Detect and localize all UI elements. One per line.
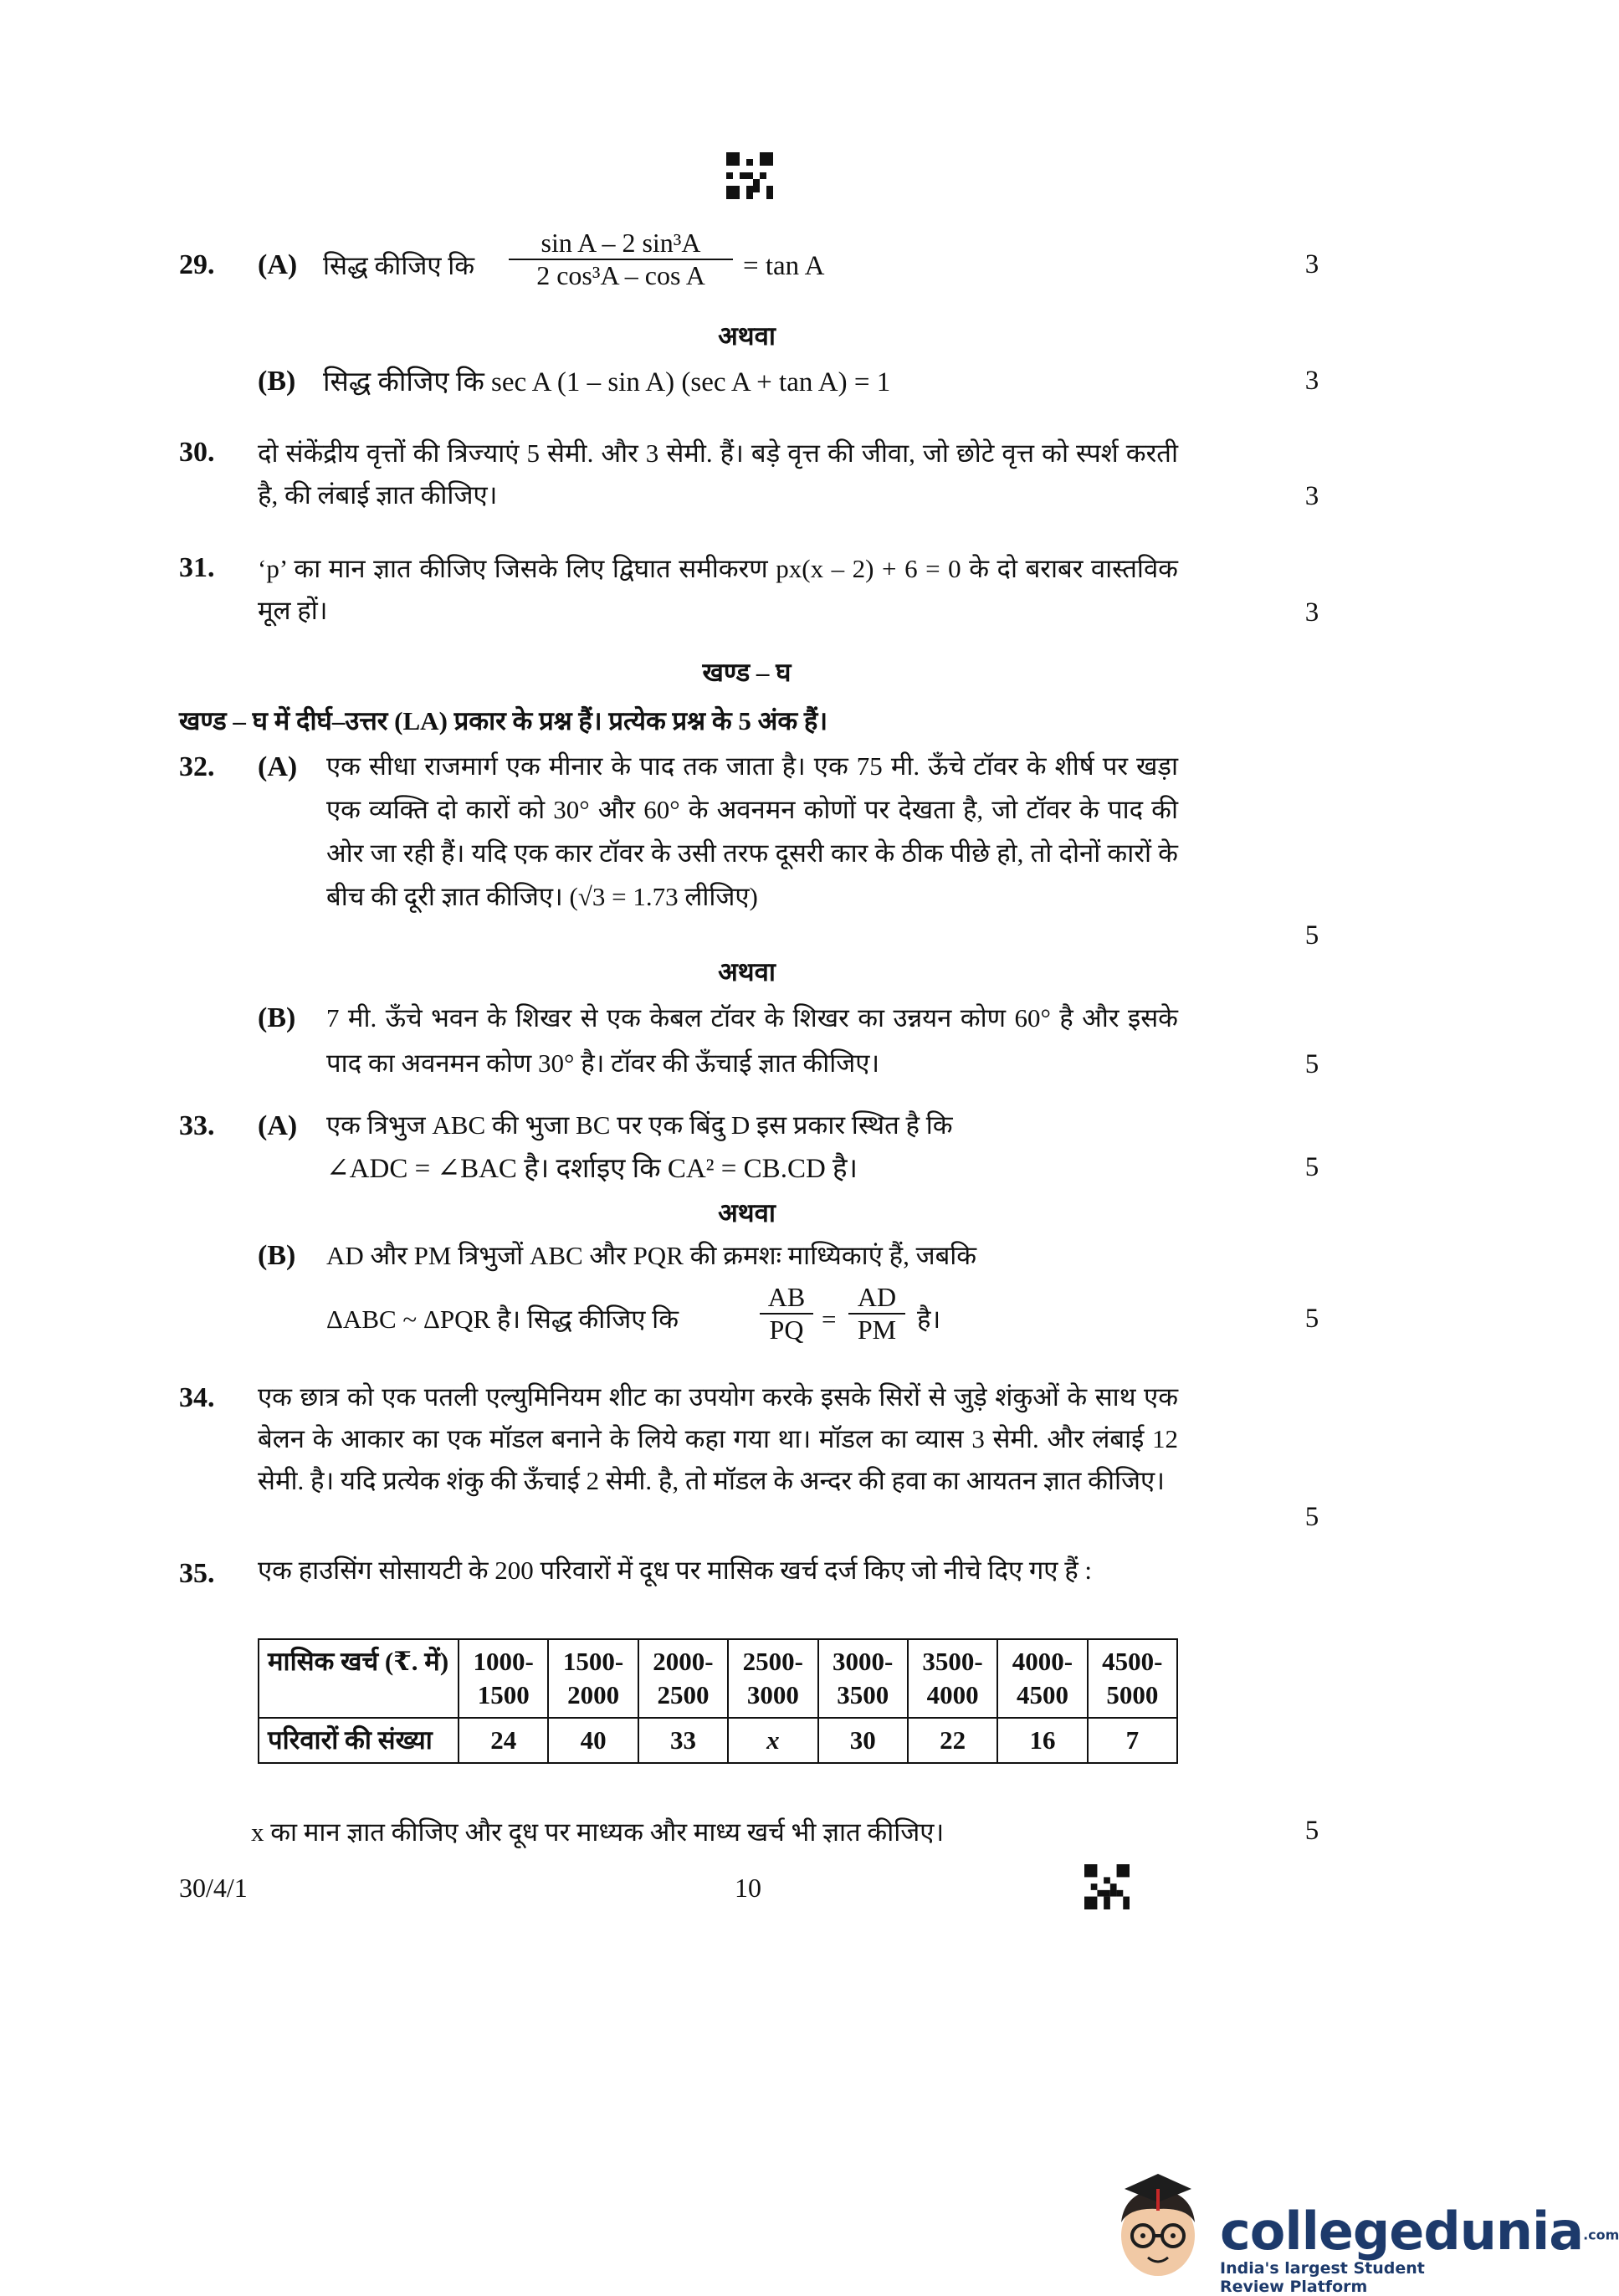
fraction bbox=[760, 1282, 813, 1345]
question-text: x का मान ज्ञात कीजिए और दूध पर माध्यक और माध्य खर्च भी ज्ञात कीजिए। bbox=[251, 1817, 945, 1847]
mascot-logo-icon bbox=[1106, 2164, 1210, 2278]
question-number: 31. bbox=[179, 552, 215, 583]
table-cell: 4000-4500 bbox=[997, 1639, 1087, 1718]
question-text: एक सीधा राजमार्ग एक मीनार के पाद तक जाता है। एक 75 मी. ऊँचे टॉवर के शीर्ष पर खड़ा एक व्यक्ति दो कारों को 30° और 60° के अवनमन कोणों पर देखता है, जो टॉवर के पाद की ओर जा रही हैं। यदि एक कार टॉवर के उसी तरफ दूसरी कार के ठीक पीछे हो, तो दोनों कारों के बीच की दूरी ज्ञात कीजिए। (√3 = 1.73 लीजिए) bbox=[326, 751, 1178, 911]
table-cell: 33 bbox=[638, 1718, 728, 1763]
table-cell: 3500-4000 bbox=[908, 1639, 997, 1718]
marks: 3 bbox=[1304, 366, 1319, 396]
option-label: (B) bbox=[258, 366, 296, 397]
table-cell: 22 bbox=[908, 1718, 997, 1763]
question-text: दो संकेंद्रीय वृत्तों की त्रिज्याएं 5 सेमी. और 3 सेमी. हैं। बड़े वृत्त की जीवा, जो छोटे वृत्त को स्पर्श करती है, की लंबाई ज्ञात कीजिए। bbox=[258, 438, 1178, 510]
paper-code: 30/4/1 bbox=[179, 1873, 248, 1903]
option-label: (B) bbox=[258, 1002, 296, 1033]
question-text: एक छात्र को एक पतली एल्युमिनियम शीट का उपयोग करके इसके सिरों से जुड़े शंकुओं के साथ एक बेलन के आकार का एक मॉडल बनाने के लिये कहा गया था। मॉडल का व्यास 3 सेमी. और लंबाई 12 सेमी. है। यदि प्रत्येक शंकु की ऊँचाई 2 सेमी. है, तो मॉडल के अन्दर की हवा का आयतन ज्ञात कीजिए। bbox=[258, 1382, 1178, 1495]
question-text: ΔABC ~ ΔPQR है। सिद्ध कीजिए कि bbox=[326, 1304, 679, 1334]
table-cell: 24 bbox=[459, 1718, 548, 1763]
fraction-numerator: sin A – 2 sin³A bbox=[509, 228, 733, 260]
question-text: ‘p’ का मान ज्ञात कीजिए जिसके लिए द्विघात समीकरण px(x – 2) + 6 = 0 के दो बराबर वास्तविक मूल हों। bbox=[258, 554, 1178, 625]
question-number: 32. bbox=[179, 751, 215, 782]
question-number: 35. bbox=[179, 1558, 215, 1589]
or-separator: अथवा bbox=[718, 321, 776, 351]
table-cell: 1500-2000 bbox=[548, 1639, 638, 1718]
option-label: (B) bbox=[258, 1240, 296, 1271]
question-text: ∠ADC = ∠BAC है। दर्शाइए कि CA² = CB.CD है। bbox=[326, 1154, 858, 1184]
section-title: खण्ड – घ bbox=[702, 658, 792, 687]
table-cell: 7 bbox=[1088, 1718, 1177, 1763]
fraction-numerator: AD bbox=[848, 1282, 905, 1315]
question-number: 33. bbox=[179, 1110, 215, 1141]
table-cell: x bbox=[728, 1718, 817, 1763]
brand-name-text: collegedunia bbox=[1220, 2201, 1584, 2262]
qr-code-bottom bbox=[1084, 1864, 1130, 1909]
fraction bbox=[848, 1282, 905, 1345]
question-number: 30. bbox=[179, 437, 215, 468]
option-label: (A) bbox=[258, 249, 298, 280]
or-separator: अथवा bbox=[718, 957, 776, 987]
marks: 5 bbox=[1304, 1049, 1319, 1079]
page-number: 10 bbox=[735, 1873, 761, 1903]
question-number: 29. bbox=[179, 249, 215, 280]
fraction-denominator: 2 cos³A – cos A bbox=[536, 260, 705, 290]
question-text: सिद्ध कीजिए कि sec A (1 – sin A) (sec A + tan A) = 1 bbox=[323, 367, 891, 397]
question-text: AD और PM त्रिभुजों ABC और PQR की क्रमशः माध्यिकाएं हैं, जबकि bbox=[326, 1241, 977, 1270]
equation-rhs: = tan A bbox=[743, 251, 825, 281]
or-separator: अथवा bbox=[718, 1198, 776, 1227]
table-cell: 16 bbox=[997, 1718, 1087, 1763]
fraction-denominator: PQ bbox=[769, 1315, 804, 1345]
table-cell: 1000-1500 bbox=[459, 1639, 548, 1718]
question-number: 34. bbox=[179, 1382, 215, 1413]
equals-sign: = bbox=[822, 1304, 837, 1334]
fraction-denominator: PM bbox=[857, 1315, 897, 1345]
table-header-cell: मासिक खर्च (₹. में) bbox=[259, 1639, 459, 1718]
question-text: है। bbox=[917, 1304, 941, 1334]
table-row bbox=[259, 1718, 1177, 1763]
expense-table bbox=[258, 1638, 1178, 1764]
question-text: एक हाउसिंग सोसायटी के 200 परिवारों में दूध पर मासिक खर्च दर्ज किए जो नीचे दिए गए हैं : bbox=[258, 1555, 1093, 1585]
question-text: सिद्ध कीजिए कि bbox=[323, 251, 475, 280]
marks: 5 bbox=[1304, 1152, 1319, 1182]
fraction-numerator: AB bbox=[760, 1282, 813, 1315]
brand-name bbox=[1220, 2201, 1619, 2262]
table-cell: 40 bbox=[548, 1718, 638, 1763]
option-label: (A) bbox=[258, 1110, 298, 1141]
marks: 3 bbox=[1304, 249, 1319, 279]
table-cell: 30 bbox=[818, 1718, 908, 1763]
question-text: 7 मी. ऊँचे भवन के शिखर से एक केबल टॉवर के शिखर का उन्नयन कोण 60° है और इसके पाद का अवनमन कोण 30° है। टॉवर की ऊँचाई ज्ञात कीजिए। bbox=[326, 1003, 1178, 1078]
table-row bbox=[259, 1639, 1177, 1718]
table-header-cell: परिवारों की संख्या bbox=[259, 1718, 459, 1763]
marks: 5 bbox=[1304, 920, 1319, 951]
table-cell: 4500-5000 bbox=[1088, 1639, 1177, 1718]
table-cell: 2000-2500 bbox=[638, 1639, 728, 1718]
brand-tagline: India's largest Student Review Platform bbox=[1220, 2259, 1425, 2296]
table-cell: 2500-3000 bbox=[728, 1639, 817, 1718]
brand-suffix: .com bbox=[1583, 2227, 1619, 2243]
marks: 3 bbox=[1304, 481, 1319, 511]
fraction bbox=[509, 228, 733, 291]
table-cell: 3000-3500 bbox=[818, 1639, 908, 1718]
qr-code-top bbox=[726, 152, 773, 199]
marks: 5 bbox=[1304, 1304, 1319, 1334]
marks: 5 bbox=[1304, 1816, 1319, 1846]
marks: 5 bbox=[1304, 1502, 1319, 1532]
option-label: (A) bbox=[258, 751, 298, 782]
section-instruction: खण्ड – घ में दीर्घ–उत्तर (LA) प्रकार के प्रश्न हैं। प्रत्येक प्रश्न के 5 अंक हैं। bbox=[179, 706, 828, 735]
marks: 3 bbox=[1304, 597, 1319, 628]
question-text: एक त्रिभुज ABC की भुजा BC पर एक बिंदु D इस प्रकार स्थित है कि bbox=[326, 1110, 953, 1140]
